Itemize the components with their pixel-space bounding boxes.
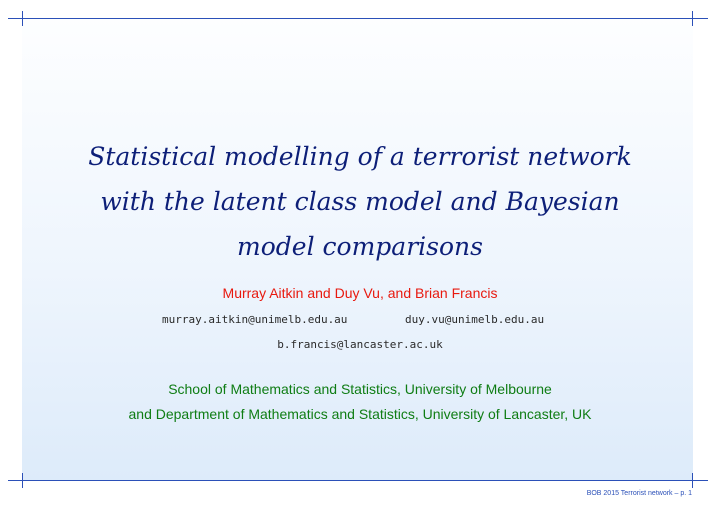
bottom-rule bbox=[8, 480, 708, 481]
affiliation-line-2: and Department of Mathematics and Statistics, University of Lancaster, UK bbox=[128, 406, 592, 422]
title-line-1: Statistical modelling of a terrorist network bbox=[88, 142, 632, 171]
email-row bbox=[0, 313, 720, 329]
bottom-left-tick bbox=[22, 473, 23, 488]
bottom-right-tick bbox=[692, 473, 693, 488]
authors-line: Murray Aitkin and Duy Vu, and Brian Francis bbox=[222, 285, 498, 301]
top-right-tick bbox=[692, 11, 693, 26]
top-left-tick bbox=[22, 11, 23, 26]
slide-footer: BOB 2015 Terrorist network – p. 1 bbox=[586, 490, 692, 497]
email-aitkin[interactable]: murray.aitkin@unimelb.edu.au bbox=[162, 313, 348, 326]
affiliation bbox=[0, 377, 720, 427]
email-francis[interactable]: b.francis@lancaster.ac.uk bbox=[277, 338, 443, 351]
affiliation-line-1: School of Mathematics and Statistics, University of Melbourne bbox=[168, 381, 552, 397]
email-vu[interactable]: duy.vu@unimelb.edu.au bbox=[405, 313, 545, 326]
slide-title bbox=[0, 134, 720, 269]
title-line-2: with the latent class model and Bayesian bbox=[100, 187, 620, 216]
title-line-3: model comparisons bbox=[237, 232, 483, 261]
top-rule bbox=[8, 18, 708, 19]
